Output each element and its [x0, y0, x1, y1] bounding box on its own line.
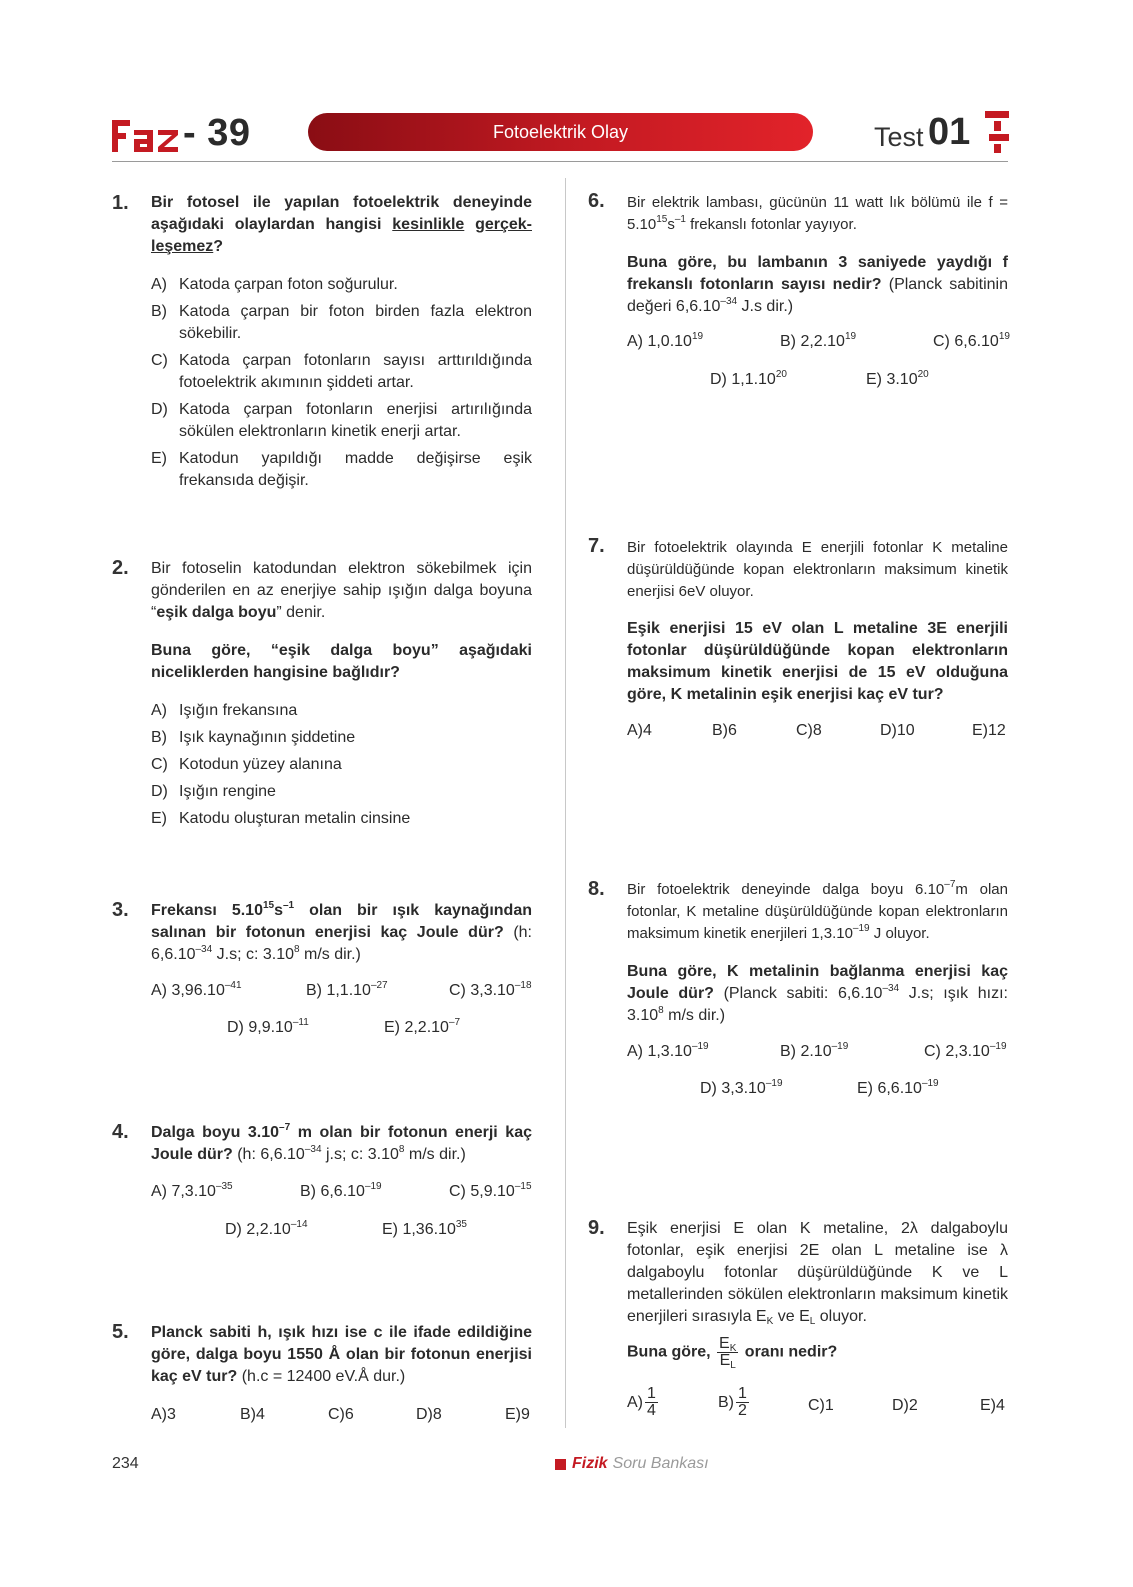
- option-e[interactable]: E) 3.10$^{20}$: [866, 369, 929, 388]
- question-intro: Bir fotoelektrik olayında E enerjili fotonlar K metaline düşürüldüğünde kopan elektronların maksimum kinetik enerjisi 6eV oluyor.: [627, 539, 1008, 600]
- option-a[interactable]: A) $3,96.10^{-41}$: [151, 980, 242, 999]
- question-intro: Bir fotoelektrik deneyinde dalga boyu $6.10^{-7}m$ olan fotonlar, K metaline düşürüldüğünde kopan elektronların maksimum kinetik enerjileri $1,3.10^{-19}$ J oluyor.: [627, 879, 1008, 942]
- option-a[interactable]: A) $1,3.10^{-19}$: [627, 1041, 709, 1060]
- brand-square-icon: [555, 1459, 566, 1470]
- option-e[interactable]: E) Katodun yapıldığı madde değişirse eşik frekansıda değişir.: [151, 450, 532, 489]
- option-d[interactable]: D)8: [416, 1406, 442, 1423]
- option-a[interactable]: A) Katoda çarpan foton soğurulur.: [151, 276, 398, 293]
- option-e[interactable]: E) $6,6.10^{-19}$: [857, 1078, 939, 1097]
- faz-logo-icon: [112, 118, 180, 154]
- option-d[interactable]: D)2: [892, 1397, 918, 1414]
- test-number: 01: [928, 111, 971, 153]
- option-c[interactable]: C)6: [328, 1406, 354, 1423]
- test-label: Test: [874, 122, 924, 152]
- question-stem: Frekansı $5.10^{15}s^{-1}$ olan bir ışık kaynağından salınan bir fotonun enerjisi kaç Joule dür? (h: $6,6.10^{-34}$ J.s; c: 3.10$^8$ m/s dir.): [151, 900, 532, 963]
- question-stem: Eşik enerjisi 15 eV olan L metaline 3E enerjili fotonlar düşürüldüğünde kopan elektronların maksimum kinetik enerjisi de 15 eV olduğuna göre, K metalinin eşik enerjisi kaç eV tur?: [627, 620, 1008, 703]
- option-a[interactable]: A)4: [627, 722, 652, 739]
- question-number: 4.: [112, 1121, 129, 1143]
- section-title: Fotoelektrik Olay: [308, 113, 813, 151]
- option-b[interactable]: B) $\frac{1}{2}$: [718, 1385, 747, 1419]
- option-a[interactable]: A) 1,0.10$^{19}$: [627, 331, 704, 350]
- option-d[interactable]: D) 1,1.10$^{20}$: [710, 369, 787, 388]
- options-list: [151, 700, 532, 835]
- option-a[interactable]: A) Işığın frekansına: [151, 702, 298, 719]
- option-e[interactable]: E) Katodu oluşturan metalin cinsine: [151, 810, 411, 827]
- option-c[interactable]: C) $2,3.10^{-19}$: [924, 1041, 1007, 1060]
- option-c[interactable]: C) Kotodun yüzey alanına: [151, 756, 342, 773]
- question-stem: Dalga boyu $3.10^{-7}$ m olan bir fotonun enerji kaç Joule dür? (h: $6,6.10^{-34}$ j.s; c: 3.10$^8$ m/s dir.): [151, 1122, 532, 1163]
- options-list: [151, 274, 532, 497]
- question-number: 5.: [112, 1321, 129, 1343]
- option-b[interactable]: B)6: [712, 722, 737, 739]
- footer-brand: [555, 1455, 709, 1473]
- option-c[interactable]: C) $5,9.10^{-15}$: [449, 1181, 532, 1200]
- option-c[interactable]: C)1: [808, 1397, 834, 1414]
- option-d[interactable]: D)10: [880, 722, 915, 739]
- question-intro: Bir elektrik lambası, gücünün 11 watt lık bölümü ile $f = 5.10^{15}s^{-1}$ frekanslı fotonlar yayıyor.: [627, 194, 1008, 233]
- option-c[interactable]: C) 6,6.10$^{19}$: [933, 331, 1010, 350]
- question-stem: Buna göre, “eşik dalga boyu” aşağıdaki niceliklerden hangisine bağlıdır?: [151, 642, 532, 681]
- page-number: 234: [112, 1455, 139, 1472]
- test-logo-icon: [985, 111, 1009, 158]
- question-intro: Bir fotoselin katodundan elektron sökebilmek için gönderilen en az enerjiye sahip ışığın dalga boyuna “eşik dalga boyu” denir.: [151, 560, 532, 621]
- option-e[interactable]: E)4: [980, 1397, 1005, 1414]
- option-b[interactable]: B) 2,2.10$^{19}$: [780, 331, 857, 350]
- option-d[interactable]: D) $9,9.10^{-11}$: [227, 1017, 309, 1036]
- option-e[interactable]: E)12: [972, 722, 1006, 739]
- option-b[interactable]: B) $1,1.10^{-27}$: [306, 980, 388, 999]
- question-number: 3.: [112, 899, 129, 921]
- option-a[interactable]: A) $\frac{1}{4}$: [627, 1385, 656, 1419]
- question-number: 2.: [112, 557, 129, 579]
- option-e[interactable]: E) $2,2.10^{-7}$: [384, 1017, 461, 1036]
- option-d[interactable]: D) Işığın rengine: [151, 783, 276, 800]
- question-stem: Bir fotosel ile yapılan fotoelektrik deneyinde aşağıdaki olaylardan hangisi kesinlikle gerçek- leşemez?: [151, 194, 532, 255]
- option-d[interactable]: D) $2,2.10^{-14}$: [225, 1219, 308, 1238]
- question-stem: Planck sabiti h, ışık hızı ise c ile ifade edildiğine göre, dalga boyu 1550 Å olan bir fotonun enerjisi kaç eV tur? (h.c = 12400 eV.Å dur.): [151, 1324, 532, 1385]
- question-number: 6.: [588, 190, 605, 212]
- header-divider: [112, 161, 1008, 162]
- option-e[interactable]: E)9: [505, 1406, 530, 1423]
- option-c[interactable]: C) Katoda çarpan fotonların sayısı arttırıldığında fotoelektrik akımının şiddeti artar.: [151, 352, 532, 391]
- option-c[interactable]: C) $3,3.10^{-18}$: [449, 980, 532, 999]
- question-number: 9.: [588, 1217, 605, 1239]
- brand-book: Soru Bankası: [612, 1455, 709, 1472]
- option-b[interactable]: B) Işık kaynağının şiddetine: [151, 729, 356, 746]
- question-number: 7.: [588, 535, 605, 557]
- brand-subject: Fizik: [572, 1455, 608, 1472]
- option-c[interactable]: C)8: [796, 722, 822, 739]
- option-b[interactable]: B) $6,6.10^{-19}$: [300, 1181, 382, 1200]
- option-e[interactable]: E) 1,36.10$^{35}$: [382, 1219, 467, 1238]
- option-b[interactable]: B)4: [240, 1406, 265, 1423]
- option-a[interactable]: A) $7,3.10^{-35}$: [151, 1181, 233, 1200]
- question-stem: Buna göre, $\frac{E_K}{E_L}$ oranı nedir?: [627, 1335, 838, 1371]
- question-intro: Eşik enerjisi E olan K metaline, 2λ dalgaboylu fotonlar, eşik enerjisi 2E olan L metaline ise λ dalgaboylu fotonlar düşürüldüğünde K ve L metallerinden sökülen elektronların maksimum kinetik enerjileri sırasıyla $E_K$ ve $E_L$ oluyor.: [627, 1220, 1008, 1327]
- question-number: 1.: [112, 192, 129, 214]
- question-stem: Buna göre, K metalinin bağlanma enerjisi kaç Joule dür? (Planck sabiti: $6,6.10^{-34}$ J.s; ışık hızı: 3.10$^8$ m/s dir.): [627, 963, 1008, 1024]
- question-number: 8.: [588, 878, 605, 900]
- option-d[interactable]: D) Katoda çarpan fotonların enerjisi artırılığında sökülen elektronların kinetik enerji artar.: [151, 401, 532, 440]
- option-a[interactable]: A)3: [151, 1406, 176, 1423]
- option-b[interactable]: B) $2.10^{-19}$: [780, 1041, 849, 1060]
- faz-number: - 39: [183, 112, 251, 154]
- question-stem: Buna göre, bu lambanın 3 saniyede yaydığı f frekanslı fotonların sayısı nedir? (Planck sabitinin değeri $6,6.10^{-34}$ J.s dir.): [627, 254, 1008, 315]
- column-divider: [565, 178, 566, 1428]
- ratio-fraction: $\frac{E_K}{E_L}$: [719, 1335, 737, 1371]
- option-d[interactable]: D) $3,3.10^{-19}$: [700, 1078, 783, 1097]
- option-b[interactable]: B) Katoda çarpan bir foton birden fazla elektron sökebilir.: [151, 303, 532, 342]
- faz-logo: [112, 116, 180, 156]
